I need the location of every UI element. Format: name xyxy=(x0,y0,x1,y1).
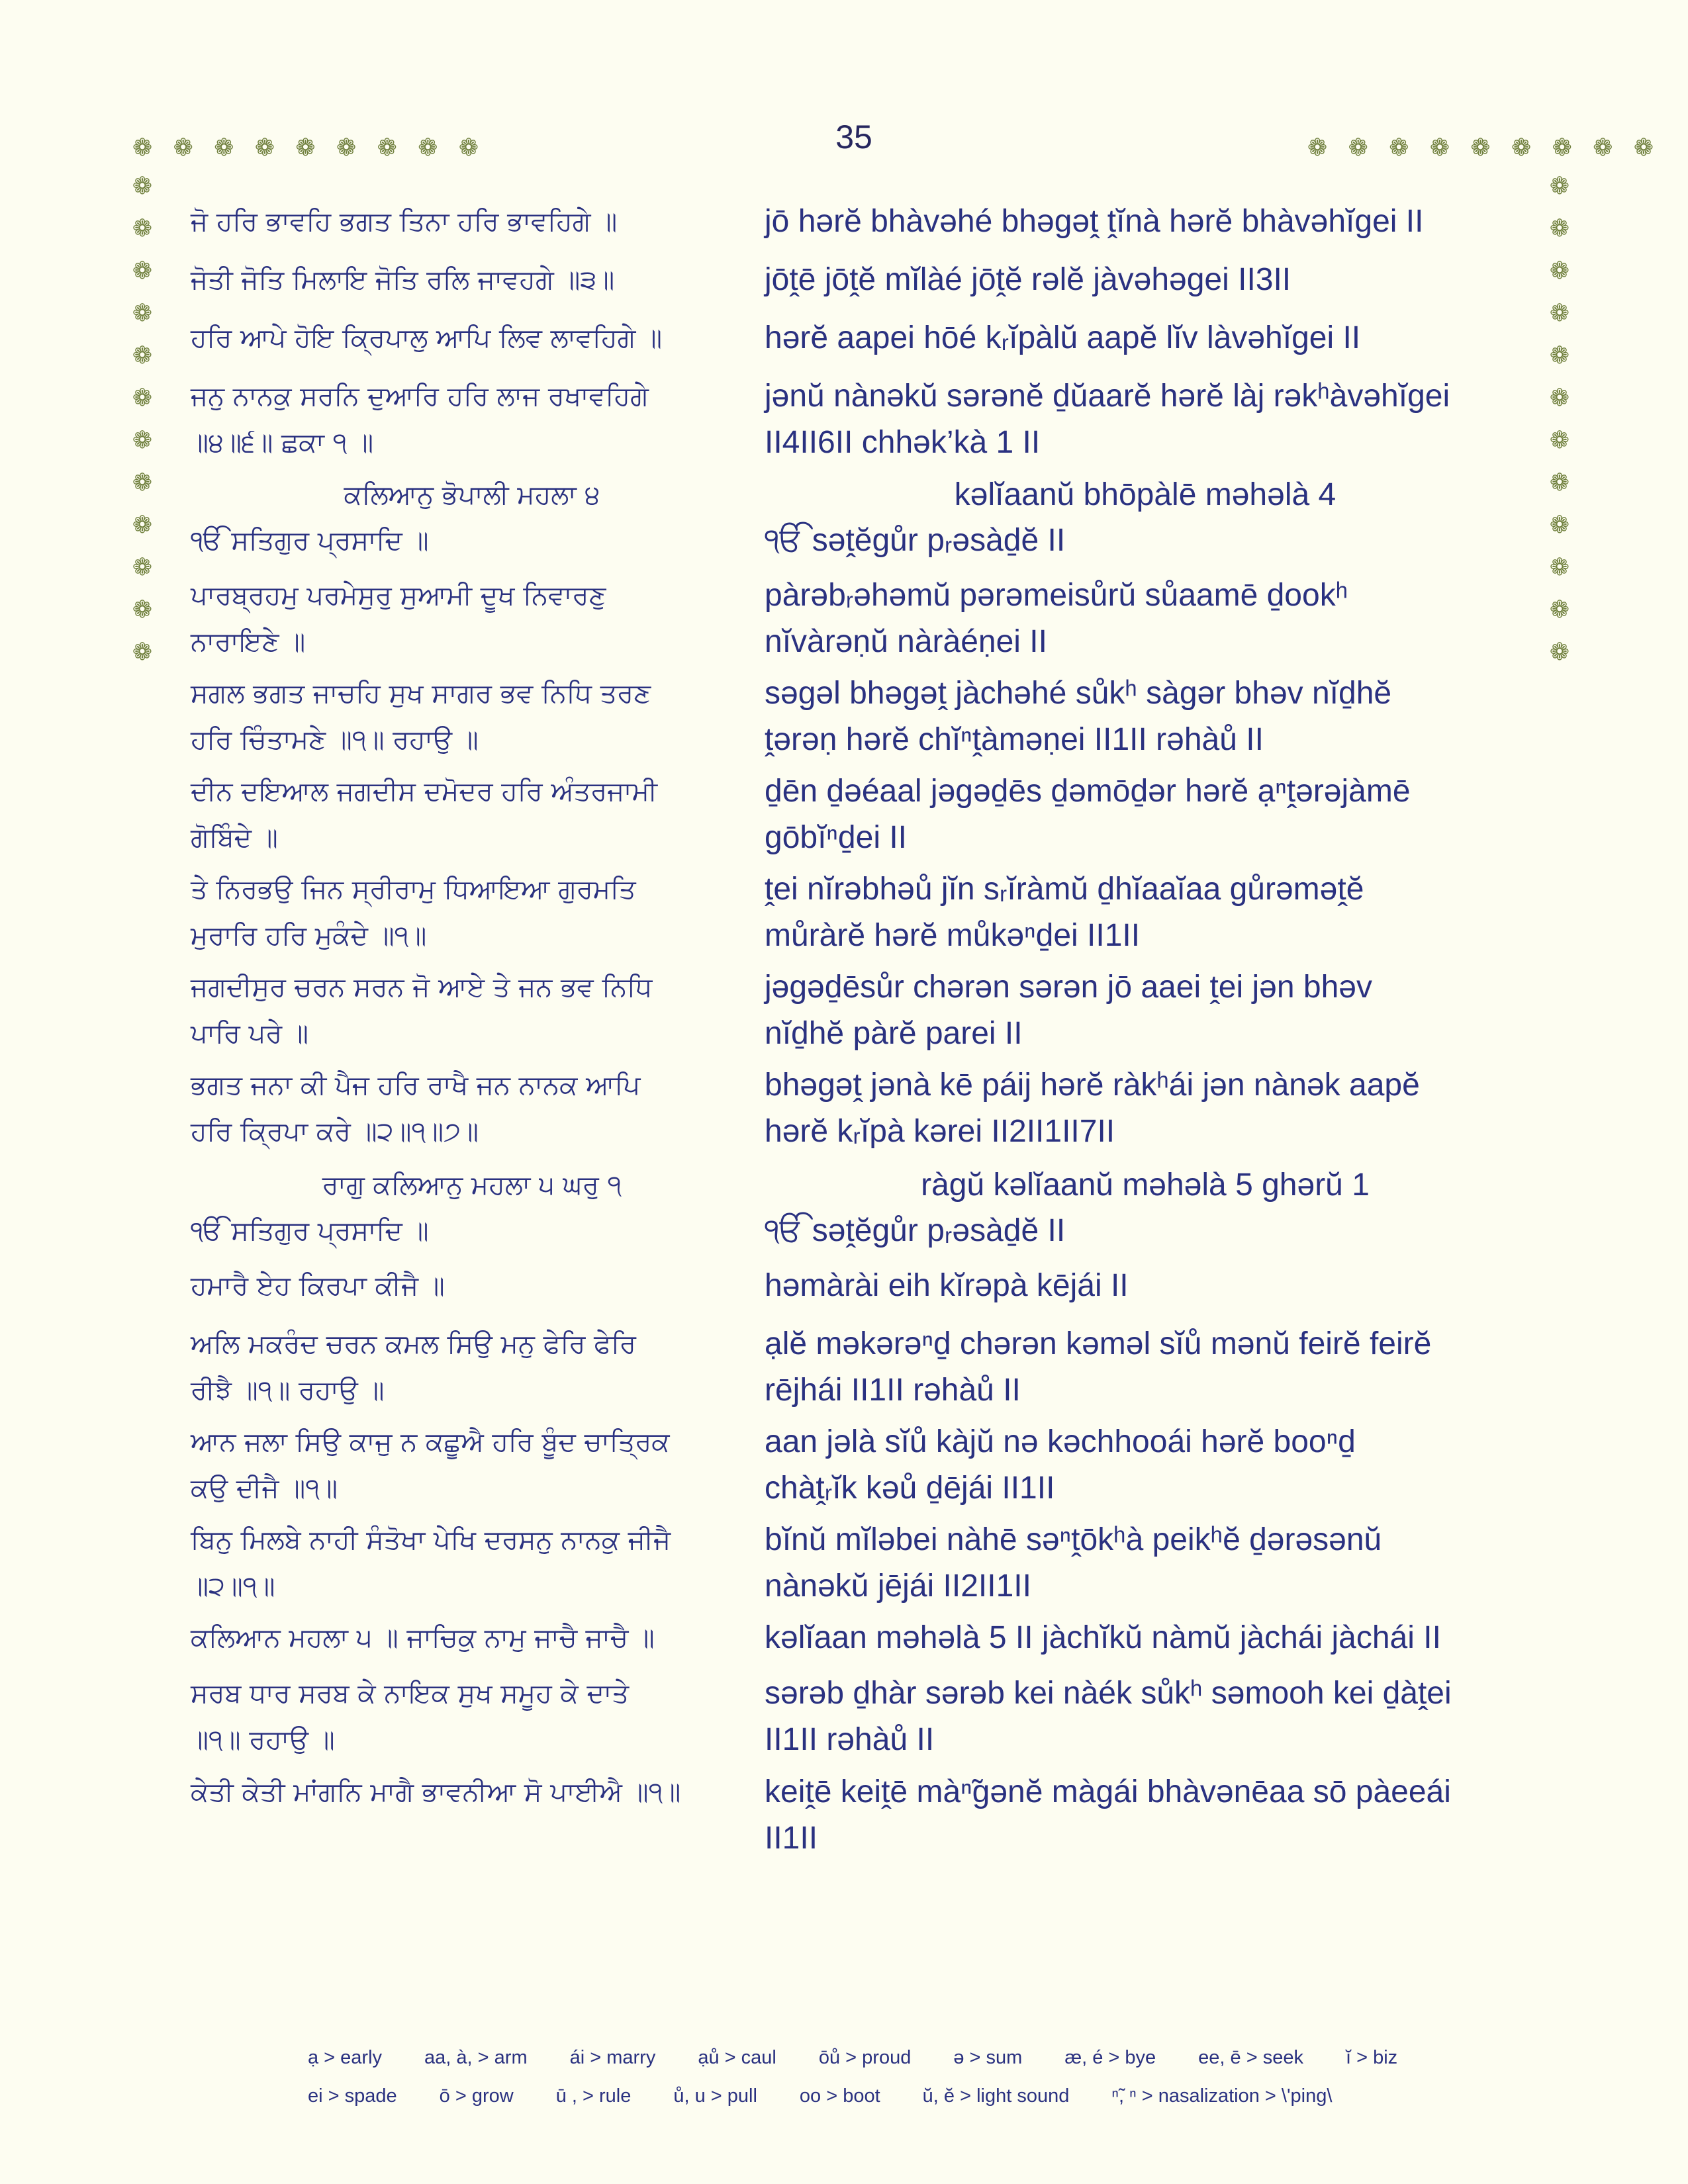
ornament-right-column: ❁ ❁ ❁ ❁ ❁ ❁ ❁ ❁ ❁ ❁ ❁ ❁ xyxy=(1549,173,1570,666)
verse-row xyxy=(191,1769,1528,1856)
transliteration-text: jənŭ nànəkŭ sərənĕ ḏŭaarĕ hərĕ làj rəkʰàvəhĭgei II4II6II chhək’kà 1 II xyxy=(765,379,1450,460)
transliteration-text: hərĕ aapei hōé kᵣĭpàlŭ aapĕ lĭv làvəhĭgei II xyxy=(765,320,1361,355)
gurmukhi-text: ਸਗਲ ਭਗਤ ਜਾਚਹਿ ਸੁਖ ਸਾਗਰ ਭਵ ਨਿਧਿ ਤਰਣ ਹਰਿ ਚਿੰਤਾਮਣੇ ॥੧॥ ਰਹਾਉ ॥ xyxy=(191,678,651,755)
transliteration-text: aan jəlà sĭů kàjŭ nə kəchhooái hərĕ booⁿḏ chàṱᵣĭk kəů ḏējái II1II xyxy=(765,1424,1356,1506)
transliteration-text: sərəb ḏhàr sərəb kei nàék sůkʰ səmooh kei ḏàṱei II1II rəhàů II xyxy=(765,1676,1452,1757)
transliteration-text: kəlĭaan məhəlà 5 II jàchĭkŭ nàmŭ jàchái jàchái II xyxy=(765,1620,1441,1655)
gurmukhi-text: ਬਿਨੁ ਮਿਲਬੇ ਨਾਹੀ ਸੰਤੋਖਾ ਪੇਖਿ ਦਰਸਨੁ ਨਾਨਕੁ ਜੀਜੈ ॥੨॥੧॥ xyxy=(191,1525,671,1602)
transliteration-text: kəlĭaanŭ bhōpàlē məhəlà 4 xyxy=(954,477,1336,512)
gurmukhi-text: ਕੇਤੀ ਕੇਤੀ ਮਾਂਗਨਿ ਮਾਗੈ ਭਾਵਨੀਆ ਸੋ ਪਾਈਐ ॥੧॥ xyxy=(191,1777,681,1807)
transliteration-text: ੴ səṱĕgůr pᵣəsàḏĕ II xyxy=(765,523,1066,558)
gurmukhi-text: ੴ ਸਤਿਗੁਰ ਪ੍ਰਸਾਦਿ ॥ xyxy=(191,525,429,556)
verse-row xyxy=(191,1419,1528,1512)
gurmukhi-text: ਹਰਿ ਆਪੇ ਹੋਇ ਕ੍ਰਿਪਾਲੁ ਆਪਿ ਲਿਵ ਲਾਵਹਿਗੇ ॥ xyxy=(191,323,663,353)
gurmukhi-text: ਕਲਿਆਨ ਮਹਲਾ ੫ ॥ ਜਾਚਿਕੁ ਨਾਮੁ ਜਾਚੈ ਜਾਚੈ ॥ xyxy=(191,1623,655,1653)
transliteration-text: pàrəbᵣəhəmŭ pərəmeisůrŭ sůaamē ḏookʰ nĭvàrəṇŭ nàràéṇei II xyxy=(765,578,1348,659)
transliteration-text: bhəgəṱ jənà kē páij hərĕ ràkʰái jən nànək aapĕ hərĕ kᵣĭpà kərei II2II1II7II xyxy=(765,1068,1420,1149)
gurmukhi-text: ਦੀਨ ਦਇਆਲ ਜਗਦੀਸ ਦਮੋਦਰ ਹਰਿ ਅੰਤਰਜਾਮੀ ਗੋਬਿੰਦੇ ॥ xyxy=(191,776,658,853)
legend-item: ái > marry xyxy=(569,2047,656,2068)
gurmukhi-text: ਸਰਬ ਧਾਰ ਸਰਬ ਕੇ ਨਾਇਕ ਸੁਖ ਸਮੂਹ ਕੇ ਦਾਤੇ ॥੧॥ ਰਹਾਉ ॥ xyxy=(191,1678,630,1755)
verse-row xyxy=(191,670,1528,763)
legend-row xyxy=(308,2077,1397,2115)
legend-item: ĭ > biz xyxy=(1345,2047,1398,2068)
verse-row xyxy=(191,866,1528,959)
verse-row xyxy=(191,1670,1528,1763)
verse-row xyxy=(191,1615,1528,1661)
legend-item: aa, à, > arm xyxy=(424,2047,528,2068)
transliteration-text: ੴ səṱĕgůr pᵣəsàḏĕ II xyxy=(765,1213,1066,1248)
verse-row xyxy=(191,964,1528,1057)
legend-item: ō > grow xyxy=(439,2085,514,2107)
legend-item: ū , > rule xyxy=(555,2085,632,2107)
legend-item: ⁿ̃, ⁿ > nasalization > \'ping\ xyxy=(1111,2085,1333,2107)
transliteration-text: ḏēn ḏəéaal jəgəḏēs ḏəmōḏər hərĕ ạⁿṱərəjàmē gōbĭⁿḏei II xyxy=(765,774,1411,855)
legend-item: ei > spade xyxy=(308,2085,397,2107)
legend-item: ōů > proud xyxy=(818,2047,912,2068)
page-number: 35 xyxy=(835,118,872,156)
verse-row xyxy=(191,257,1528,303)
verse-row xyxy=(191,199,1528,245)
ornament-left-column: ❁ ❁ ❁ ❁ ❁ ❁ ❁ ❁ ❁ ❁ ❁ ❁ xyxy=(132,173,153,666)
verse-row xyxy=(191,373,1528,466)
gurmukhi-text: ਤੇ ਨਿਰਭਉ ਜਿਨ ਸ੍ਰੀਰਾਮੁ ਧਿਆਇਆ ਗੁਰਮਤਿ ਮੁਰਾਰਿ ਹਰਿ ਮੁਕੰਦੇ ॥੧॥ xyxy=(191,874,636,951)
verse-row xyxy=(191,1208,1528,1254)
legend-item: ạů > caul xyxy=(698,2047,776,2068)
verse-row xyxy=(191,315,1528,361)
gurmukhi-text: ਆਨ ਜਲਾ ਸਿਉ ਕਾਜੁ ਨ ਕਛੂਐ ਹਰਿ ਬੂੰਦ ਚਾਤ੍ਰਿਕ ਕਉ ਦੀਜੈ ॥੧॥ xyxy=(191,1427,670,1504)
legend-item: ŭ, ĕ > light sound xyxy=(922,2085,1070,2107)
gurmukhi-text: ਅਲਿ ਮਕਰੰਦ ਚਰਨ ਕਮਲ ਸਿਉ ਮਨੁ ਫੇਰਿ ਫੇਰਿ ਰੀਝੈ ॥੧॥ ਰਹਾਉ ॥ xyxy=(191,1329,636,1406)
transliteration-text: ràgŭ kəlĭaanŭ məhəlà 5 ghərŭ 1 xyxy=(921,1167,1370,1203)
legend-item: ee, ē > seek xyxy=(1198,2047,1303,2068)
verse-row xyxy=(191,1162,1528,1208)
ornament-top-right: ❁ ❁ ❁ ❁ ❁ ❁ ❁ ❁ ❁ xyxy=(1307,134,1661,161)
ornament-top-left: ❁ ❁ ❁ ❁ ❁ ❁ ❁ ❁ ❁ xyxy=(132,134,486,161)
transliteration-text: ạlĕ məkərəⁿḏ chərən kəməl sĭů mənŭ feirĕ feirĕ rējhái II1II rəhàů II xyxy=(765,1326,1432,1408)
legend-item: ů, u > pull xyxy=(673,2085,757,2107)
gurmukhi-text: ਜਗਦੀਸੁਰ ਚਰਨ ਸਰਨ ਜੋ ਆਏ ਤੇ ਜਨ ਭਵ ਨਿਧਿ ਪਾਰਿ ਪਰੇ ॥ xyxy=(191,972,653,1049)
transliteration-text: həmàrài eih kĭrəpà kējái II xyxy=(765,1268,1129,1303)
verse-row xyxy=(191,472,1528,518)
transliteration-text: bĭnŭ mĭləbei nàhē səⁿṱōkʰà peikʰĕ ḏərəsənŭ nànəkŭ jējái II2II1II xyxy=(765,1522,1382,1604)
gurmukhi-text: ਜੋ ਹਰਿ ਭਾਵਹਿ ਭਗਤ ਤਿਨਾ ਹਰਿ ਭਾਵਹਿਗੇ ॥ xyxy=(191,206,618,237)
transliteration-text: jəgəḏēsůr chərən sərən jō aaei ṱei jən bhəv nĭḏhĕ pàrĕ parei II xyxy=(765,970,1372,1051)
legend-item: oo > boot xyxy=(799,2085,880,2107)
gurmukhi-text: ਹਮਾਰੈ ਏਹ ਕਿਰਪਾ ਕੀਜੈ ॥ xyxy=(191,1271,445,1301)
verse-row xyxy=(191,1517,1528,1610)
legend-item: ə > sum xyxy=(953,2047,1023,2068)
pronunciation-legend xyxy=(308,2038,1397,2115)
legend-item: ạ > early xyxy=(308,2047,383,2068)
transliteration-text: səgəl bhəgəṱ jàchəhé sůkʰ sàgər bhəv nĭḏhĕ ṱərəṇ hərĕ chĭⁿṱàməṇei II1II rəhàů II xyxy=(765,676,1392,757)
gurmukhi-text: ਜੋਤੀ ਜੋਤਿ ਮਿਲਾਇ ਜੋਤਿ ਰਲਿ ਜਾਵਹਗੇ ॥੩॥ xyxy=(191,265,615,295)
legend-row xyxy=(308,2038,1397,2077)
verse-row xyxy=(191,1263,1528,1309)
verse-row xyxy=(191,572,1528,665)
gurmukhi-text: ਜਨੁ ਨਾਨਕੁ ਸਰਨਿ ਦੁਆਰਿ ਹਰਿ ਲਾਜ ਰਖਾਵਹਿਗੇ ॥੪॥੬॥ ਛਕਾ ੧ ॥ xyxy=(191,381,649,458)
gurmukhi-text: ਕਲਿਆਨੁ ਭੋਪਾਲੀ ਮਹਲਾ ੪ xyxy=(344,480,600,510)
transliteration-text: keiṱē keiṱē màⁿ̃gənĕ màgái bhàvənēaa sō pàeeái II1II xyxy=(765,1774,1451,1856)
gurmukhi-text: ਰਾਗੁ ਕਲਿਆਨੁ ਮਹਲਾ ੫ ਘਰੁ ੧ xyxy=(322,1170,622,1201)
verse-row xyxy=(191,518,1528,564)
transliteration-text: jōṱē jōṱĕ mĭlàé jōṱĕ rəlĕ jàvəhəgei II3II xyxy=(765,262,1291,297)
verse-row xyxy=(191,1321,1528,1414)
verse-row xyxy=(191,1062,1528,1155)
transliteration-text: ṱei nĭrəbhəů jĭn sᵣĭràmŭ ḏhĭaaĭaa gůrəməṱĕ můràrĕ hərĕ můkəⁿḏei II1II xyxy=(765,872,1364,953)
gurmukhi-text: ਭਗਤ ਜਨਾ ਕੀ ਪੈਜ ਹਰਿ ਰਾਖੈ ਜਨ ਨਾਨਕ ਆਪਿ ਹਰਿ ਕ੍ਰਿਪਾ ਕਰੇ ॥੨॥੧॥੭॥ xyxy=(191,1070,641,1147)
legend-item: æ, é > bye xyxy=(1064,2047,1156,2068)
transliteration-text: jō hərĕ bhàvəhé bhəgəṱ ṱĭnà hərĕ bhàvəhĭgei II xyxy=(765,204,1424,239)
gurmukhi-text: ਪਾਰਬ੍ਰਹਮੁ ਪਰਮੇਸੁਰੁ ਸੁਆਮੀ ਦੂਖ ਨਿਵਾਰਣੁ ਨਾਰਾਇਣੇ ॥ xyxy=(191,580,606,657)
verse-row xyxy=(191,768,1528,861)
gurmukhi-text: ੴ ਸਤਿਗੁਰ ਪ੍ਰਸਾਦਿ ॥ xyxy=(191,1216,429,1246)
